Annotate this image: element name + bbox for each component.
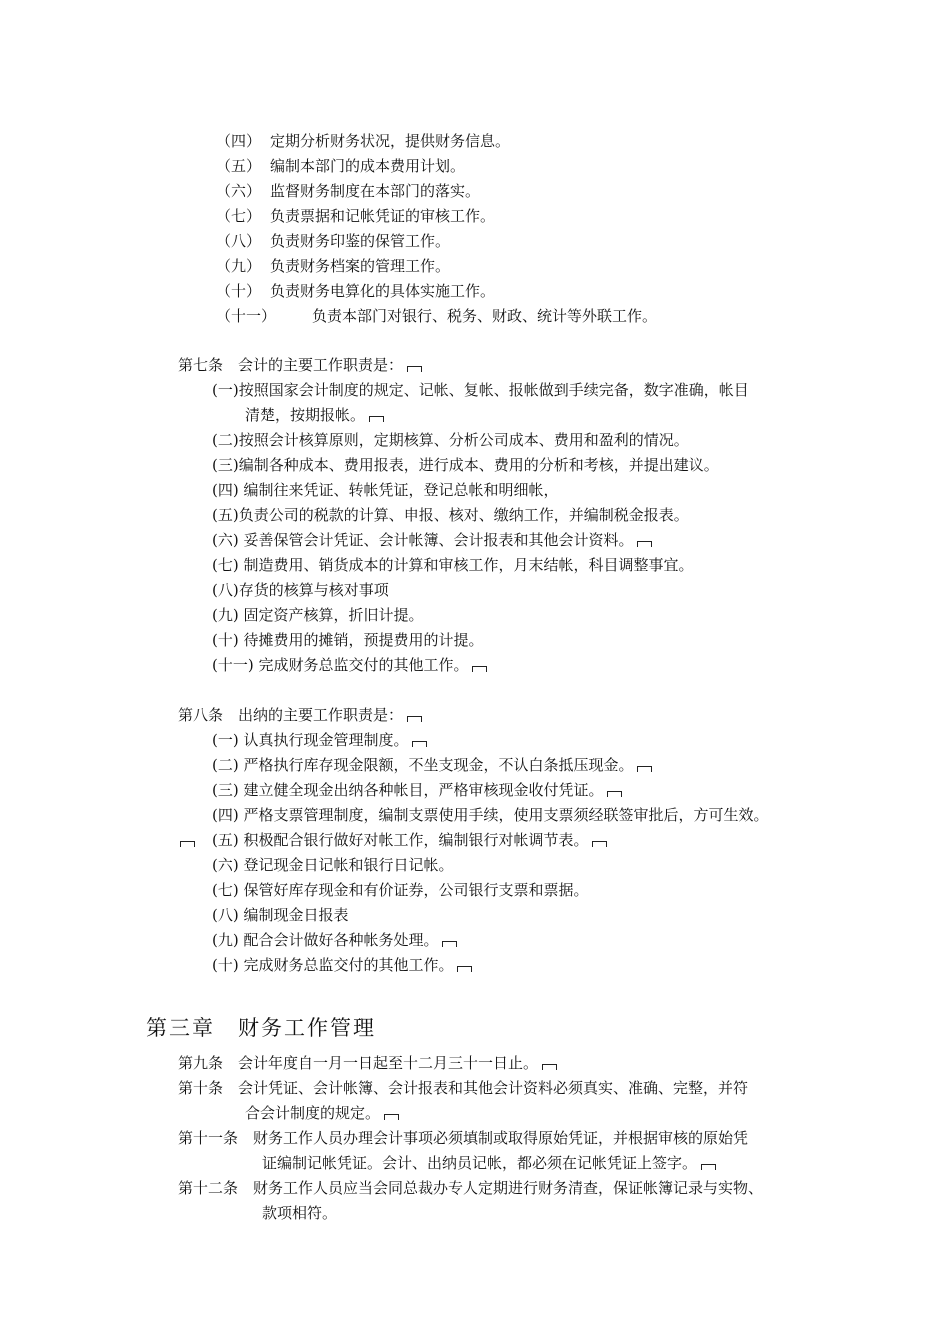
paragraph-mark-icon	[457, 966, 472, 972]
paragraph-mark-icon	[412, 741, 427, 747]
article-line: 第十二条 财务工作人员应当会同总裁办专人定期进行财务清查，保证帐簿记录与实物、	[178, 1179, 764, 1197]
list-item: (五) 积极配合银行做好对帐工作，编制银行对帐调节表。	[212, 830, 607, 850]
article-8-heading: 第八条 出纳的主要工作职责是：	[178, 705, 422, 725]
chapter-title: 第三章 财务工作管理	[146, 1016, 376, 1040]
list-item: (九) 固定资产核算，折旧计提。	[212, 606, 424, 624]
list-item: （十一） 负责本部门对银行、税务、财政、统计等外联工作。	[216, 307, 658, 325]
list-item: (八) 编制现金日报表	[212, 906, 349, 924]
list-item: (三)编制各种成本、费用报表，进行成本、费用的分析和考核，并提出建议。	[212, 456, 719, 474]
list-item: (十) 待摊费用的摊销，预提费用的计提。	[212, 631, 484, 649]
paragraph-mark-icon	[637, 766, 652, 772]
list-item: 清楚，按期报帐。	[245, 405, 384, 425]
list-item: (十一) 完成财务总监交付的其他工作。	[212, 655, 487, 675]
paragraph-mark-icon	[180, 841, 195, 847]
article-7-heading: 第七条 会计的主要工作职责是：	[178, 355, 422, 375]
paragraph-mark-icon	[369, 416, 384, 422]
article-line: 第十条 会计凭证、会计帐簿、会计报表和其他会计资料必须真实、准确、完整，并符	[178, 1079, 749, 1097]
paragraph-mark-icon	[607, 791, 622, 797]
paragraph-mark-icon	[701, 1164, 716, 1170]
paragraph-mark-icon	[472, 666, 487, 672]
list-item: (六) 登记现金日记帐和银行日记帐。	[212, 856, 454, 874]
list-item: (五)负责公司的税款的计算、申报、核对、缴纳工作，并编制税金报表。	[212, 506, 689, 524]
list-item: （五） 编制本部门的成本费用计划。	[216, 157, 466, 175]
list-item: (四) 严格支票管理制度，编制支票使用手续，使用支票须经联签审批后，方可生效。	[212, 806, 769, 824]
list-item: (四) 编制往来凭证、转帐凭证，登记总帐和明细帐，	[212, 481, 559, 499]
list-item: (九) 配合会计做好各种帐务处理。	[212, 930, 457, 950]
list-item: (八)存货的核算与核对事项	[212, 581, 389, 599]
paragraph-mark-icon	[407, 366, 422, 372]
list-item: （九） 负责财务档案的管理工作。	[216, 257, 451, 275]
list-item: (十) 完成财务总监交付的其他工作。	[212, 955, 472, 975]
article-line: 证编制记帐凭证。会计、出纳员记帐，都必须在记帐凭证上签字。	[262, 1153, 716, 1173]
list-item: (七) 制造费用、销货成本的计算和审核工作，月末结帐，科目调整事宜。	[212, 556, 694, 574]
list-item: （十） 负责财务电算化的具体实施工作。	[216, 282, 496, 300]
list-item: (二) 严格执行库存现金限额，不坐支现金，不认白条抵压现金。	[212, 755, 652, 775]
list-item: （八） 负责财务印鉴的保管工作。	[216, 232, 451, 250]
list-item: (二)按照会计核算原则，定期核算、分析公司成本、费用和盈利的情况。	[212, 431, 689, 449]
list-item: （六） 监督财务制度在本部门的落实。	[216, 182, 481, 200]
list-item: （四） 定期分析财务状况，提供财务信息。	[216, 132, 511, 150]
list-item: (六) 妥善保管会计凭证、会计帐簿、会计报表和其他会计资料。	[212, 530, 652, 550]
list-item: (七) 保管好库存现金和有价证券，公司银行支票和票据。	[212, 881, 589, 899]
paragraph-mark-icon	[442, 941, 457, 947]
paragraph-mark-icon	[592, 841, 607, 847]
article-line: 第九条 会计年度自一月一日起至十二月三十一日止。	[178, 1053, 557, 1073]
paragraph-mark-icon	[384, 1114, 399, 1120]
list-item: （七） 负责票据和记帐凭证的审核工作。	[216, 207, 496, 225]
list-item: (一) 认真执行现金管理制度。	[212, 730, 427, 750]
paragraph-mark-icon	[542, 1064, 557, 1070]
article-line: 合会计制度的规定。	[245, 1103, 399, 1123]
list-item: (一)按照国家会计制度的规定、记帐、复帐、报帐做到手续完备，数字准确，帐目	[212, 381, 749, 399]
article-line: 款项相符。	[262, 1204, 338, 1222]
paragraph-mark-icon	[407, 716, 422, 722]
paragraph-mark-icon	[637, 541, 652, 547]
article-line: 第十一条 财务工作人员办理会计事项必须填制或取得原始凭证，并根据审核的原始凭	[178, 1129, 749, 1147]
list-item: (三) 建立健全现金出纳各种帐目，严格审核现金收付凭证。	[212, 780, 622, 800]
